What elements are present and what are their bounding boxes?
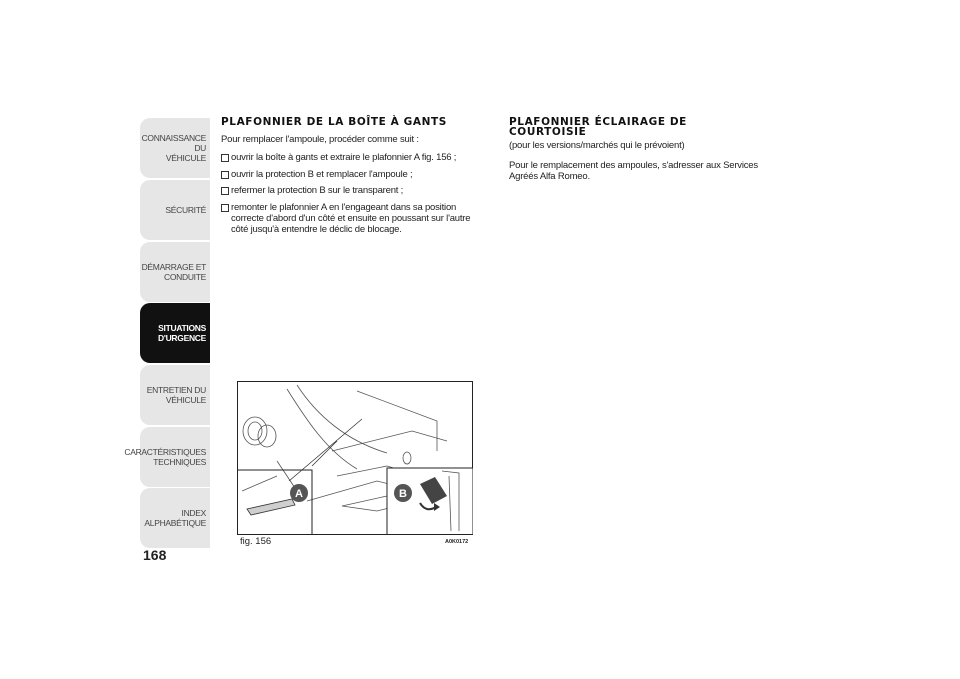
step-item: ouvrir la boîte à gants et extraire le plafonnier A fig. 156 ; <box>221 152 486 163</box>
courtesy-light-note: (pour les versions/marchés qui le prévoient) <box>509 140 685 151</box>
tab-caracteristiques-techniques[interactable]: CARACTÉRISTIQUES TECHNIQUES <box>140 427 210 487</box>
courtesy-light-heading-line1: PLAFONNIER ÉCLAIRAGE DE <box>509 116 687 128</box>
glovebox-intro: Pour remplacer l'ampoule, procéder comme suit : <box>221 134 419 145</box>
tab-connaissance-du-vehicule[interactable]: CONNAISSANCE DU VÉHICULE <box>140 118 210 178</box>
figure-caption: fig. 156 <box>240 536 272 547</box>
tab-securite[interactable]: SÉCURITÉ <box>140 180 210 240</box>
label-b: B <box>399 488 407 500</box>
tab-index-alphabetique[interactable]: INDEX ALPHABÉTIQUE <box>140 488 210 548</box>
step-item: remonter le plafonnier A en l'engageant dans sa position correcte d'abord d'un côté et ensuite en poussant sur l'autre côté jusqu'à entendre le déclic de blocage. <box>221 202 486 235</box>
label-a: A <box>295 488 303 500</box>
tab-demarrage-et-conduite[interactable]: DÉMARRAGE ET CONDUITE <box>140 242 210 302</box>
step-item: ouvrir la protection B et remplacer l'ampoule ; <box>221 169 486 180</box>
tab-situations-d-urgence[interactable]: SITUATIONS D'URGENCE <box>140 303 210 363</box>
courtesy-light-heading-line2: COURTOISIE <box>509 126 587 138</box>
step-item: refermer la protection B sur le transparent ; <box>221 185 486 196</box>
tab-entretien-du-vehicule[interactable]: ENTRETIEN DU VÉHICULE <box>140 365 210 425</box>
glovebox-figure <box>237 381 473 535</box>
checkbox-square-icon <box>221 154 229 162</box>
checkbox-square-icon <box>221 204 229 212</box>
glovebox-light-heading: PLAFONNIER DE LA BOÎTE À GANTS <box>221 116 447 128</box>
page-number: 168 <box>143 547 167 563</box>
checkbox-square-icon <box>221 171 229 179</box>
checkbox-square-icon <box>221 187 229 195</box>
figure-code: A0K0172 <box>445 539 469 545</box>
courtesy-light-body: Pour le remplacement des ampoules, s'adresser aux Services Agréés Alfa Romeo. <box>509 160 758 182</box>
